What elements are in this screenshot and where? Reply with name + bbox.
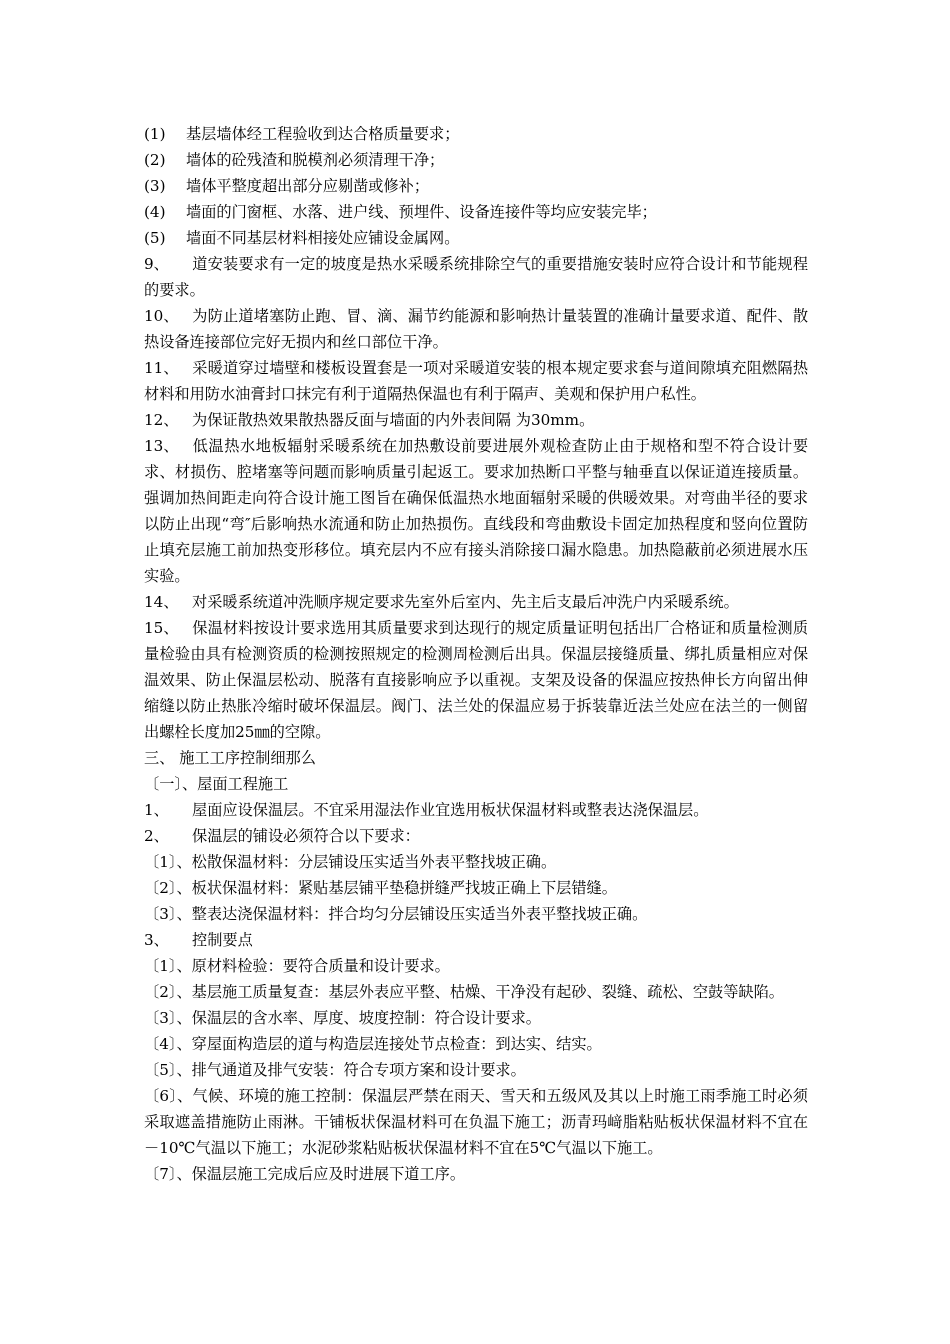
paragraph-text: 低温热水地板辐射采暖系统在加热敷设前要进展外观检查防止由于规格和型不符合设计要求、材损伤、腔堵塞等问题而影响质量引起返工。要求加热断口平整与轴垂直以保证道连接质量。强调加热间距走向符合设计施工图旨在确保低温热水地面辐射采暖的供暖效果。对弯曲半径的要求以防止出现“弯″后影响热水流通和防止加热损伤。直线段和弯曲敷设卡固定加热程度和竖向位置防止填充层施工前加热变形移位。填充层内不应有接头消除接口漏水隐患。加热隐蔽前必须进展水压实验。	[144, 437, 808, 585]
paragraph-text: 道安装要求有一定的坡度是热水采暖系统排除空气的重要措施安装时应符合设计和节能规程的要求。	[144, 255, 808, 299]
paragraph-number: 9、	[144, 255, 169, 273]
paragraph	[144, 823, 808, 849]
paragraph	[144, 979, 808, 1005]
paragraph-text: 墙面不同基层材料相接处应铺设金属网。	[186, 229, 460, 247]
paragraph-text: 〔1〕、松散保温材料：分层铺设压实适当外表平整找坡正确。	[144, 853, 557, 871]
paragraph-text: 〔6〕、气候、环境的施工控制：保温层严禁在雨天、雪天和五级风及其以上时施工雨季施工时必须采取遮盖措施防止雨淋。干铺板状保温材料可在负温下施工；沥青玛﨑脂粘贴板状保温材料不宜在－10℃气温以下施工；水泥砂浆粘贴板状保温材料不宜在5℃气温以下施工。	[144, 1087, 808, 1157]
paragraph-text: 〔2〕、板状保温材料：紧贴基层铺平垫稳拼缝严找坡正确上下层错缝。	[144, 879, 617, 897]
paragraph-text: 控制要点	[192, 931, 253, 949]
paragraph-text: 〔一〕、屋面工程施工	[144, 775, 289, 793]
paragraph-number: 11、	[144, 359, 179, 377]
paragraph	[144, 875, 808, 901]
paragraph	[144, 1031, 808, 1057]
paragraph	[144, 927, 808, 953]
paragraph-text: 墙体平整度超出部分应剔凿或修补；	[186, 177, 429, 195]
paragraph	[144, 407, 808, 433]
paragraph-text: 采暖道穿过墙壁和楼板设置套是一项对采暖道安装的根本规定要求套与道间隙填充阻燃隔热材料和用防水油膏封口抹完有利于道隔热保温也有利于隔声、美观和保护用户私性。	[144, 359, 808, 403]
document-body	[144, 121, 808, 1187]
paragraph	[144, 589, 808, 615]
paragraph-number: 2、	[144, 827, 169, 845]
paragraph-text: 墙面的门窗框、水落、进户线、预埋件、设备连接件等均应安装完毕；	[186, 203, 657, 221]
paragraph-number: (3)	[144, 177, 166, 195]
paragraph-text: 屋面应设保温层。不宜采用湿法作业宜选用板状保温材料或整表达浇保温层。	[192, 801, 709, 819]
paragraph-text: 为保证散热效果散热器反面与墙面的内外表间隔 为30mm。	[192, 411, 595, 429]
paragraph	[144, 953, 808, 979]
paragraph	[144, 901, 808, 927]
paragraph	[144, 147, 808, 173]
paragraph-number: 15、	[144, 619, 179, 637]
paragraph-text: 基层墙体经工程验收到达合格质量要求；	[186, 125, 460, 143]
paragraph-text: 〔1〕、原材料检验：要符合质量和设计要求。	[144, 957, 450, 975]
paragraph	[144, 251, 808, 303]
paragraph-text: 〔4〕、穿屋面构造层的道与构造层连接处节点检查：到达实、结实。	[144, 1035, 602, 1053]
paragraph-text: 三、 施工工序控制细那么	[144, 749, 316, 767]
paragraph	[144, 849, 808, 875]
paragraph-number: (1)	[144, 125, 166, 143]
paragraph	[144, 745, 808, 771]
paragraph	[144, 355, 808, 407]
paragraph-number: (5)	[144, 229, 166, 247]
paragraph	[144, 1005, 808, 1031]
paragraph	[144, 121, 808, 147]
paragraph-text: 〔7〕、保温层施工完成后应及时进展下道工序。	[144, 1165, 466, 1183]
paragraph	[144, 199, 808, 225]
paragraph-number: 13、	[144, 437, 179, 455]
paragraph-number: 1、	[144, 801, 169, 819]
paragraph	[144, 173, 808, 199]
paragraph-text: 保温层的铺设必须符合以下要求：	[192, 827, 420, 845]
paragraph	[144, 303, 808, 355]
paragraph-text: 保温材料按设计要求选用其质量要求到达现行的规定质量证明包括出厂合格证和质量检测质量检验由具有检测资质的检测按照规定的检测周检测后出具。保温层接缝质量、绑扎质量相应对保温效果、防止保温层松动、脱落有直接影响应予以重视。支架及设备的保温应按热伸长方向留出伸缩缝以防止热胀冷缩时破坏保温层。阀门、法兰处的保温应易于拆装靠近法兰处应在法兰的一侧留出螺栓长度加25㎜的空隙。	[144, 619, 808, 741]
paragraph-number: (2)	[144, 151, 166, 169]
paragraph	[144, 225, 808, 251]
paragraph-text: 对采暖系统道冲洗顺序规定要求先室外后室内、先主后支最后冲洗户内采暖系统。	[192, 593, 739, 611]
paragraph	[144, 615, 808, 745]
paragraph	[144, 797, 808, 823]
paragraph-text: 墙体的砼残渣和脱模剂必须清理干净；	[186, 151, 445, 169]
paragraph	[144, 1161, 808, 1187]
paragraph-text: 〔3〕、整表达浇保温材料：拌合均匀分层铺设压实适当外表平整找坡正确。	[144, 905, 648, 923]
paragraph	[144, 771, 808, 797]
paragraph-text: 〔2〕、基层施工质量复查：基层外表应平整、枯燥、干净没有起砂、裂缝、疏松、空鼓等缺陷。	[144, 983, 784, 1001]
paragraph-number: 10、	[144, 307, 179, 325]
paragraph-number: (4)	[144, 203, 166, 221]
paragraph-number: 3、	[144, 931, 169, 949]
paragraph	[144, 1057, 808, 1083]
paragraph	[144, 433, 808, 589]
paragraph-text: 〔5〕、排气通道及排气安装：符合专项方案和设计要求。	[144, 1061, 526, 1079]
paragraph-text: 〔3〕、保温层的含水率、厚度、坡度控制：符合设计要求。	[144, 1009, 541, 1027]
paragraph-number: 14、	[144, 593, 179, 611]
paragraph-text: 为防止道堵塞防止跑、冒、滴、漏节约能源和影响热计量装置的准确计量要求道、配件、散热设备连接部位完好无损内和丝口部位干净。	[144, 307, 808, 351]
paragraph	[144, 1083, 808, 1161]
paragraph-number: 12、	[144, 411, 179, 429]
